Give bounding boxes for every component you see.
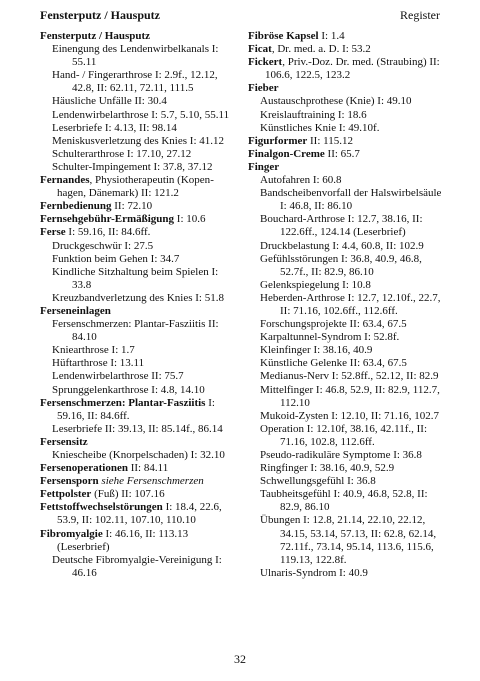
index-subentry: [248, 279, 448, 292]
index-subentry: [248, 213, 448, 239]
index-locators: Mukoid-Zysten I: 12.10, II: 71.16, 102.7: [260, 409, 440, 422]
index-subentry: [248, 384, 448, 410]
index-subentry: [248, 240, 448, 253]
index-locators: Medianus-Nerv I: 52.8ff., 52.12, II: 82.9: [260, 370, 439, 383]
index-locators: Funktion beim Gehen I: 34.7: [52, 252, 180, 265]
index-locators: I: 18.4, 22.6, 53.9, II: 102.11, 107.10, 110.10: [57, 501, 222, 527]
index-term: Fickert: [248, 56, 283, 69]
index-subentry: [248, 423, 448, 449]
index-subentry: [40, 449, 230, 462]
index-subentry: [248, 567, 448, 580]
index-term: Fibröse Kapsel: [248, 30, 319, 42]
index-locators: Hand- / Fingerarthrose I: 2.9f., 12.12, 42.8, II: 62.11, 72.11, 111.5: [52, 69, 218, 95]
index-subentry: [248, 187, 448, 213]
index-locators: Schulter-Impingement I: 37.8, 37.12: [52, 160, 213, 173]
index-subentry: [248, 344, 448, 357]
page-number: 32: [234, 652, 246, 666]
index-entry: [248, 56, 448, 82]
index-subentry: [40, 69, 230, 95]
index-locators: I: 59.16, II: 84.6ff.: [57, 396, 215, 422]
index-locators: , Physiotherapeutin (Kopenhagen, Dänemark) II: 121.2: [57, 174, 214, 200]
index-term: Finger: [248, 160, 280, 173]
index-locators: Mittelfinger I: 46.8, 52.9, II: 82.9, 112.7, 112.10: [260, 383, 440, 409]
index-subentry: [248, 410, 448, 423]
index-term: Fersenoperationen: [40, 462, 128, 475]
index-term: Fernsehgebühr-Ermäßigung: [40, 213, 175, 226]
index-locators: I: 59.16, II: 84.6ff.: [65, 226, 151, 239]
index-subentry: [40, 240, 230, 253]
index-entry: [40, 200, 230, 213]
index-locators: Kleinfinger I: 38.16, 40.9: [260, 344, 373, 357]
index-subentry: [248, 449, 448, 462]
index-entry: [40, 528, 230, 554]
index-subentry: [40, 43, 230, 69]
index-subentry: [248, 318, 448, 331]
index-locators: Bouchard-Arthrose I: 12.7, 38.16, II: 122.6ff., 124.14 (Leserbrief): [260, 213, 423, 239]
index-term: Ficat: [248, 43, 272, 56]
index-entry: [248, 148, 448, 161]
index-subentry: [248, 174, 448, 187]
index-subentry: [248, 514, 448, 566]
index-locators: Schulterarthrose I: 17.10, 27.12: [52, 147, 192, 160]
index-locators: Heberden-Arthrose I: 12.7, 12.10f., 22.7, II: 71.16, 102.6ff., 112.6ff.: [260, 291, 441, 317]
index-term: Fensterputz / Hausputz: [40, 30, 150, 42]
index-term: Figurformer: [248, 134, 308, 147]
index-term: Fernbedienung: [40, 200, 112, 213]
index-column-right: [248, 30, 448, 580]
index-entry: [40, 226, 230, 239]
index-locators: II: 115.12: [307, 134, 353, 147]
index-locators: Häusliche Unfälle II: 30.4: [52, 95, 167, 108]
index-entry: [248, 43, 448, 56]
index-subentry: [40, 423, 230, 436]
index-term: Fersensitz: [40, 435, 88, 448]
index-subentry: [248, 95, 448, 108]
index-subentry: [40, 384, 230, 397]
index-subentry: [40, 95, 230, 108]
index-subentry: [40, 292, 230, 305]
index-subentry: [40, 148, 230, 161]
index-entry: [248, 135, 448, 148]
index-subentry: [248, 357, 448, 370]
index-term: Ferseneinlagen: [40, 304, 111, 317]
index-locators: II: 65.7: [324, 147, 360, 160]
index-locators: Fersenschmerzen: Plantar-Fasziitis II: 84.10: [52, 318, 219, 344]
index-entry: [40, 174, 230, 200]
index-locators: Bandscheibenvorfall der Halswirbelsäule I: 46.8, II: 86.10: [260, 187, 442, 213]
index-locators: Ringfinger I: 38.16, 40.9, 52.9: [260, 462, 395, 475]
index-entry: [40, 30, 230, 43]
index-subentry: [248, 292, 448, 318]
index-locators: Forschungsprojekte II: 63.4, 67.5: [260, 318, 407, 331]
index-locators: Künstliches Knie I: 49.10f.: [260, 121, 380, 134]
index-locators: (Fuß) II: 107.16: [91, 488, 165, 501]
index-subentry: [40, 554, 230, 580]
index-term: Fibromyalgie: [40, 527, 103, 540]
index-locators: II: 72.10: [111, 200, 153, 213]
index-term: Fernandes: [40, 174, 90, 187]
index-locators: Kniearthrose I: 1.7: [52, 344, 135, 357]
index-locators: Kindliche Sitzhaltung beim Spielen I: 33.8: [52, 265, 219, 291]
index-entry: [40, 213, 230, 226]
running-header: [40, 6, 440, 24]
index-entry: [248, 161, 448, 174]
index-locators: Leserbriefe I: 4.13, II: 98.14: [52, 121, 177, 134]
index-subentry: [40, 344, 230, 357]
index-locators: Lendenwirbelarthrose II: 75.7: [52, 370, 184, 383]
index-term: Finalgon-Creme: [248, 147, 325, 160]
index-entry: [40, 488, 230, 501]
index-locators: Einengung des Lendenwirbelkanals I: 55.11: [52, 43, 219, 69]
index-subentry: [248, 488, 448, 514]
index-subentry: [248, 122, 448, 135]
index-locators: Hüftarthrose I: 13.11: [52, 357, 145, 370]
index-locators: Künstliche Gelenke II: 63.4, 67.5: [260, 357, 407, 370]
index-subentry: [40, 266, 230, 292]
index-locators: II: 84.11: [127, 462, 169, 475]
header-section: Register: [400, 8, 440, 22]
index-subentry: [248, 475, 448, 488]
index-subentry: [40, 318, 230, 344]
index-locators: Operation I: 12.10f, 38.16, 42.11f., II: 71.16, 102.8, 112.6ff.: [260, 422, 428, 448]
index-locators: Deutsche Fibromyalgie-Vereinigung I: 46.16: [52, 553, 222, 579]
index-locators: Karpaltunnel-Syndrom I: 52.8f.: [260, 331, 400, 344]
index-locators: Gelenkspiegelung I: 10.8: [260, 278, 371, 291]
index-subentry: [248, 370, 448, 383]
index-locators: Kreuzbandverletzung des Knies I: 51.8: [52, 291, 224, 304]
index-subentry: [248, 253, 448, 279]
index-locators: Pseudo-radikuläre Symptome I: 36.8: [260, 449, 422, 461]
index-subentry: [40, 135, 230, 148]
index-subentry: [40, 357, 230, 370]
index-subentry: [40, 161, 230, 174]
index-term: Fersenschmerzen: Plantar-Fasziitis: [40, 396, 206, 409]
index-entry: [40, 475, 230, 488]
index-subentry: [40, 122, 230, 135]
index-locators: Druckgeschwür I: 27.5: [52, 239, 154, 252]
index-locators: Autofahren I: 60.8: [260, 174, 342, 187]
index-locators: Lendenwirbelarthrose I: 5.7, 5.10, 55.11: [52, 108, 230, 121]
index-subentry: [248, 109, 448, 122]
index-locators: I: 46.16, II: 113.13 (Leserbrief): [57, 527, 189, 553]
index-locators: Austauschprothese (Knie) I: 49.10: [260, 95, 412, 108]
index-subentry: [248, 462, 448, 475]
header-title: Fensterputz / Hausputz: [40, 8, 160, 22]
index-entry: [40, 501, 230, 527]
index-locators: Kreislauftraining I: 18.6: [260, 108, 367, 121]
index-term: Fettstoffwechselstörungen: [40, 501, 163, 514]
index-term: Fieber: [248, 82, 279, 95]
index-locators: Meniskusverletzung des Knies I: 41.12: [52, 134, 224, 147]
index-locators: Gefühlsstörungen I: 36.8, 40.9, 46.8, 52.7f., II: 82.9, 86.10: [260, 252, 422, 278]
index-locators: I: 10.6: [174, 213, 206, 226]
index-entry: [248, 30, 448, 43]
index-term: Fettpolster: [40, 488, 92, 501]
index-subentry: [40, 109, 230, 122]
index-entry: [40, 436, 230, 449]
index-subentry: [248, 331, 448, 344]
index-entry: [40, 305, 230, 318]
index-locators: Taubheitsgefühl I: 40.9, 46.8, 52.8, II: 82.9, 86.10: [260, 488, 428, 514]
index-locators: , Priv.-Doz. Dr. med. (Straubing) II: 106.6, 122.5, 123.2: [265, 56, 440, 82]
index-term: Ferse: [40, 226, 66, 239]
index-subentry: [40, 253, 230, 266]
index-subentry: [40, 370, 230, 383]
index-entry: [40, 462, 230, 475]
index-locators: Schwellungsgefühl I: 36.8: [260, 475, 376, 488]
index-locators: Leserbriefe II: 39.13, II: 85.14f., 86.14: [52, 422, 223, 435]
index-locators: Übungen I: 12.8, 21.14, 22.10, 22.12, 34.15, 53.14, 57.13, II: 62.8, 62.14, 72.11f., 73.14, 95.14, 113.6, 115.6, 119.13, 122.8f.: [260, 514, 437, 566]
index-term: Fersensporn: [40, 475, 99, 488]
index-entry: [248, 82, 448, 95]
index-entry: [40, 397, 230, 423]
index-locators: Sprunggelenkarthrose I: 4.8, 14.10: [52, 383, 205, 396]
index-locators: I: 1.4: [318, 30, 345, 42]
index-locators: Druckbelastung I: 4.4, 60.8, II: 102.9: [260, 239, 424, 252]
index-locators: Ulnaris-Syndrom I: 40.9: [260, 566, 368, 579]
index-see-reference: siehe Fersenschmerzen: [98, 475, 204, 488]
index-locators: Kniescheibe (Knorpelschaden) I: 32.10: [52, 449, 225, 461]
index-locators: , Dr. med. a. D. I: 53.2: [271, 43, 371, 56]
index-column-left: [40, 30, 230, 580]
